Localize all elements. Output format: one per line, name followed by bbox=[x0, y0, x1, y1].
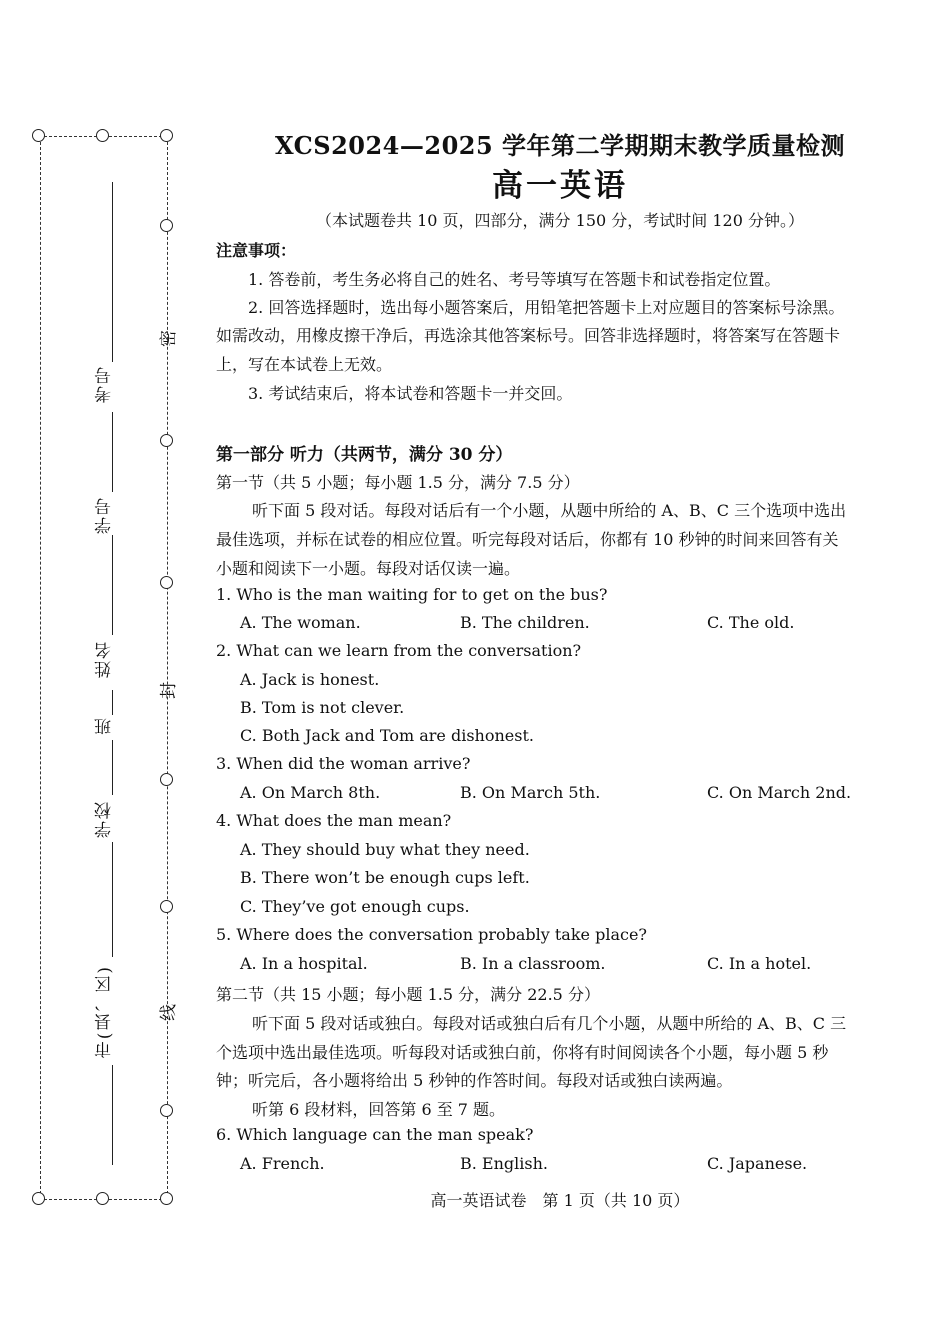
option-c[interactable]: C. Both Jack and Tom are dishonest. bbox=[240, 726, 534, 745]
binding-hole bbox=[160, 434, 173, 447]
binding-hole bbox=[96, 129, 109, 142]
binding-hole bbox=[160, 1192, 173, 1205]
cut-mark-line: 线 bbox=[159, 1004, 179, 1021]
question-2: 2. What can we learn from the conversation? bbox=[216, 641, 582, 660]
cut-mark-seal: 封 bbox=[159, 682, 179, 699]
section2-instruction: 钟；听完后，各小题将给出 5 秒钟的作答时间。每段对话或独白读两遍。 bbox=[216, 1071, 733, 1090]
option-a[interactable]: A. They should buy what they need. bbox=[240, 840, 530, 859]
field-line bbox=[112, 842, 113, 957]
field-label-school: 学校 bbox=[95, 800, 115, 838]
section1-instruction: 小题和阅读下一小题。每段对话仅读一遍。 bbox=[216, 559, 521, 578]
section1-instruction: 听下面 5 段对话。每段对话后有一个小题，从题中所给的 A、B、C 三个选项中选出 bbox=[252, 501, 847, 520]
option-a[interactable]: A. In a hospital. bbox=[240, 954, 368, 973]
notice-item: 2. 回答选择题时，选出每小题答案后，用铅笔把答题卡上对应题目的答案标号涂黑。 bbox=[248, 298, 845, 317]
option-b[interactable]: B. In a classroom. bbox=[460, 954, 606, 973]
exam-info: （本试题卷共 10 页，四部分，满分 150 分，考试时间 120 分钟。） bbox=[316, 211, 804, 230]
part1-heading: 第一部分 听力（共两节，满分 30 分） bbox=[216, 445, 513, 465]
notice-item: 3. 考试结束后，将本试卷和答题卡一并交回。 bbox=[248, 384, 573, 403]
field-line bbox=[112, 412, 113, 492]
page-footer: 高一英语试卷 第 1 页（共 10 页） bbox=[430, 1191, 690, 1210]
binding-hole bbox=[96, 1192, 109, 1205]
field-label-exam-number: 考号 bbox=[95, 365, 115, 403]
binding-hole bbox=[160, 773, 173, 786]
option-a[interactable]: A. French. bbox=[240, 1154, 325, 1173]
option-a[interactable]: A. Jack is honest. bbox=[240, 670, 380, 689]
binding-hole bbox=[160, 219, 173, 232]
binding-hole bbox=[160, 576, 173, 589]
option-b[interactable]: B. There won’t be enough cups left. bbox=[240, 868, 530, 887]
section2-instruction: 听下面 5 段对话或独白。每段对话或独白后有几个小题，从题中所给的 A、B、C 三 bbox=[252, 1014, 847, 1033]
cut-mark-seal: 密 bbox=[159, 330, 179, 347]
option-b[interactable]: B. On March 5th. bbox=[460, 783, 601, 802]
option-c[interactable]: C. On March 2nd. bbox=[707, 783, 852, 802]
field-line bbox=[112, 1065, 113, 1165]
field-label-class: 班 bbox=[95, 716, 115, 735]
exam-subject: 高一英语 bbox=[492, 168, 628, 204]
option-b[interactable]: B. Tom is not clever. bbox=[240, 698, 405, 717]
option-c[interactable]: C. The old. bbox=[707, 613, 795, 632]
notice-item: 上，写在本试卷上无效。 bbox=[216, 355, 393, 374]
option-c[interactable]: C. They’ve got enough cups. bbox=[240, 897, 470, 916]
binding-hole bbox=[160, 1104, 173, 1117]
option-b[interactable]: B. The children. bbox=[460, 613, 590, 632]
option-a[interactable]: A. On March 8th. bbox=[240, 783, 381, 802]
notice-item: 1. 答卷前，考生务必将自己的姓名、考号等填写在答题卡和试卷指定位置。 bbox=[248, 270, 781, 289]
option-c[interactable]: C. In a hotel. bbox=[707, 954, 812, 973]
field-line bbox=[112, 690, 113, 715]
option-c[interactable]: C. Japanese. bbox=[707, 1154, 808, 1173]
section2-material: 听第 6 段材料，回答第 6 至 7 题。 bbox=[252, 1100, 506, 1119]
question-6: 6. Which language can the man speak? bbox=[216, 1125, 534, 1144]
section1-instruction: 最佳选项，并标在试卷的相应位置。听完每段对话后，你都有 10 秒钟的时间来回答有关 bbox=[216, 530, 839, 549]
section1-heading: 第一节（共 5 小题；每小题 1.5 分，满分 7.5 分） bbox=[216, 473, 580, 492]
field-label-city: 市(县、区) bbox=[95, 965, 115, 1059]
question-5: 5. Where does the conversation probably take place? bbox=[216, 925, 647, 944]
section2-heading: 第二节（共 15 小题；每小题 1.5 分，满分 22.5 分） bbox=[216, 985, 600, 1004]
option-b[interactable]: B. English. bbox=[460, 1154, 548, 1173]
binding-hole bbox=[160, 900, 173, 913]
binding-dash-right bbox=[167, 142, 168, 1194]
question-1: 1. Who is the man waiting for to get on the bus? bbox=[216, 585, 608, 604]
question-3: 3. When did the woman arrive? bbox=[216, 754, 471, 773]
question-4: 4. What does the man mean? bbox=[216, 811, 452, 830]
binding-hole bbox=[32, 129, 45, 142]
binding-hole bbox=[32, 1192, 45, 1205]
field-line bbox=[112, 182, 113, 362]
binding-hole bbox=[160, 129, 173, 142]
notice-heading: 注意事项： bbox=[216, 241, 297, 260]
field-line bbox=[112, 535, 113, 635]
field-label-name: 姓名 bbox=[95, 640, 115, 678]
section2-instruction: 个选项中选出最佳选项。听每段对话或独白前，你将有时间阅读各个小题，每小题 5 秒 bbox=[216, 1043, 829, 1062]
notice-item: 如需改动，用橡皮擦干净后，再选涂其他答案标号。回答非选择题时，将答案写在答题卡 bbox=[216, 326, 841, 345]
option-a[interactable]: A. The woman. bbox=[240, 613, 361, 632]
exam-title: XCS2024—2025 学年第二学期期末教学质量检测 bbox=[274, 131, 846, 160]
field-label-student-number: 学号 bbox=[95, 496, 115, 534]
field-line bbox=[112, 740, 113, 795]
binding-dash-left bbox=[40, 142, 41, 1194]
